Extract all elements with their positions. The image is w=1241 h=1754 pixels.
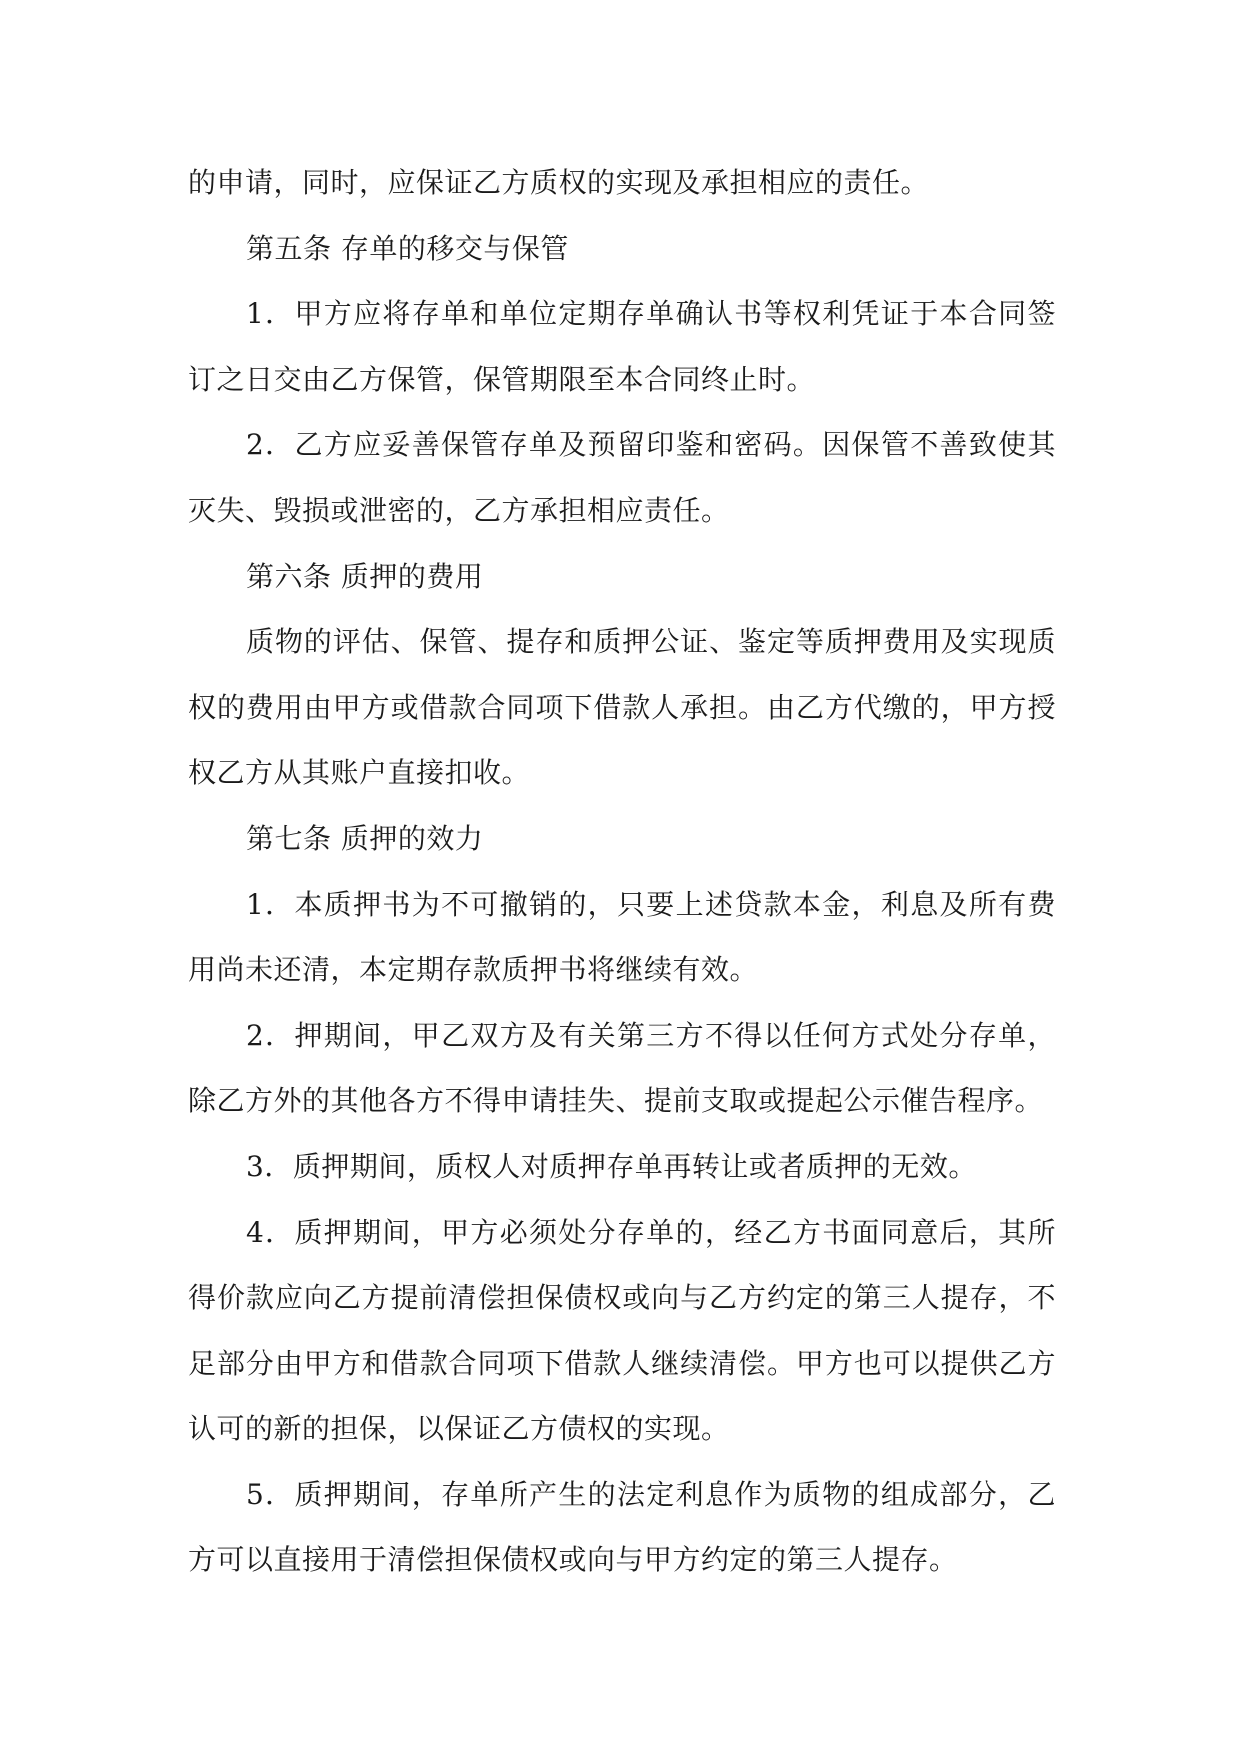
article-7-clause-3: 3．质押期间，质权人对质押存单再转让或者质押的无效。 (246, 1149, 977, 1183)
article-7-clause-1: 1．本质押书为不可撤销的，只要上述贷款本金，利息及所有费用尚未还清，本定期存款质押书将继续有效。 (188, 887, 1056, 987)
article-7-clause-4: 4．质押期间，甲方必须处分存单的，经乙方书面同意后，其所得价款应向乙方提前清偿担保债权或向与乙方约定的第三人提存，不足部分由甲方和借款合同项下借款人继续清偿。甲方也可以提供乙方认可的新的担保，以保证乙方债权的实现。 (188, 1215, 1056, 1446)
article-5-heading: 第五条 存单的移交与保管 (246, 231, 569, 265)
article-7-clause-5: 5．质押期间，存单所产生的法定利息作为质物的组成部分，乙方可以直接用于清偿担保债权或向与甲方约定的第三人提存。 (188, 1477, 1056, 1577)
article-5-clause-1: 1．甲方应将存单和单位定期存单确认书等权利凭证于本合同签订之日交由乙方保管，保管期限至本合同终止时。 (188, 297, 1056, 396)
document-body (188, 150, 1056, 1593)
article-7-clause-2: 2．押期间，甲乙双方及有关第三方不得以任何方式处分存单，除乙方外的其他各方不得申请挂失、提前支取或提起公示催告程序。 (188, 1018, 1056, 1118)
article-5-clause-2: 2．乙方应妥善保管存单及预留印鉴和密码。因保管不善致使其灭失、毁损或泄密的，乙方承担相应责任。 (188, 428, 1056, 527)
article-7-heading: 第七条 质押的效力 (246, 821, 484, 855)
paragraph-continuation: 的申请，同时，应保证乙方质权的实现及承担相应的责任。 (188, 166, 930, 199)
article-6-heading: 第六条 质押的费用 (246, 559, 484, 593)
article-6-body: 质物的评估、保管、提存和质押公证、鉴定等质押费用及实现质权的费用由甲方或借款合同项下借款人承担。由乙方代缴的，甲方授权乙方从其账户直接扣收。 (188, 625, 1056, 790)
